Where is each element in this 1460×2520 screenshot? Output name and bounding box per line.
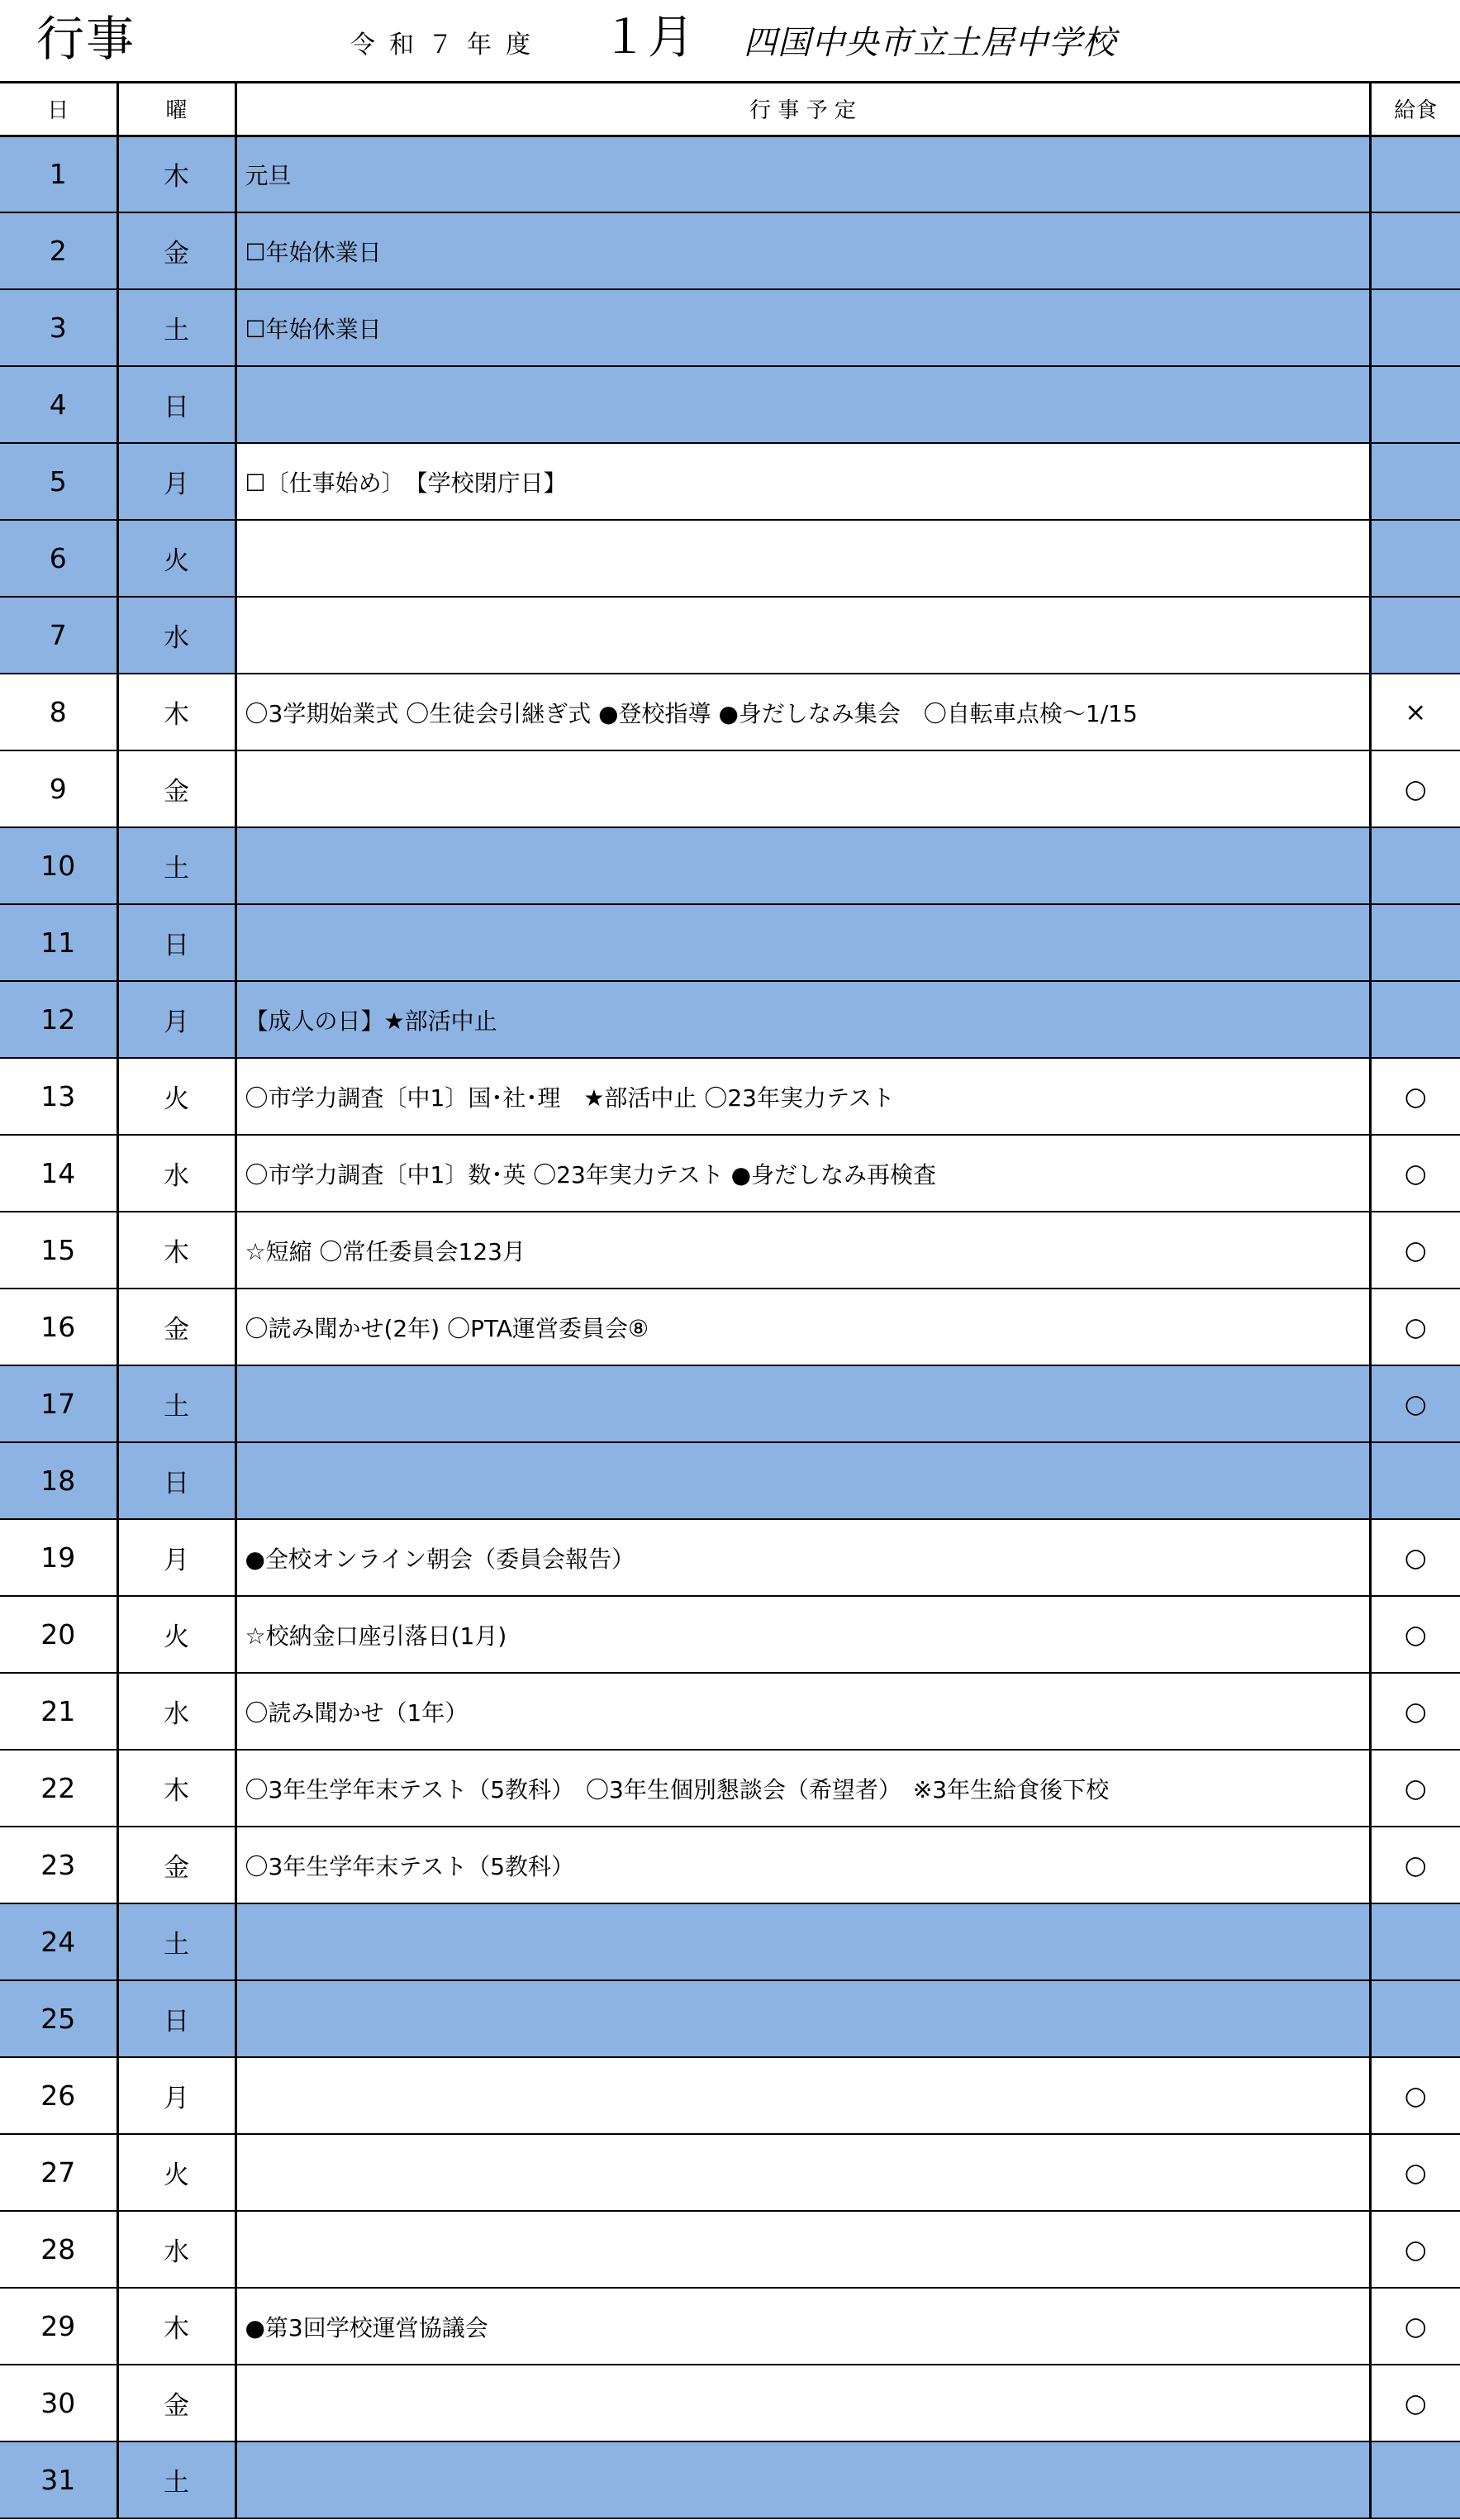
weekday-cell: 火 <box>117 2134 235 2211</box>
event-cell: 〇3年生学年末テスト（5教科） 〇3年生個別懇談会（希望者） ※3年生給食後下校 <box>235 1750 1370 1827</box>
weekday-cell: 木 <box>117 1750 235 1827</box>
event-cell: 〇市学力調査〔中1〕数･英 〇23年実力テスト ●身だしなみ再検査 <box>235 1135 1370 1212</box>
day-cell: 5 <box>0 443 117 520</box>
table-row <box>0 520 1460 597</box>
lunch-cell <box>1370 827 1460 904</box>
event-cell <box>235 597 1370 674</box>
lunch-cell <box>1370 1903 1460 1980</box>
event-cell: 元旦 <box>235 136 1370 212</box>
day-cell: 27 <box>0 2134 117 2211</box>
weekday-cell: 土 <box>117 2441 235 2518</box>
event-cell <box>235 2211 1370 2288</box>
lunch-cell: ○ <box>1370 2365 1460 2441</box>
day-cell: 11 <box>0 904 117 981</box>
weekday-cell: 金 <box>117 750 235 827</box>
day-cell: 29 <box>0 2288 117 2365</box>
weekday-cell: 水 <box>117 2211 235 2288</box>
weekday-cell: 木 <box>117 136 235 212</box>
event-cell <box>235 1980 1370 2057</box>
day-cell: 15 <box>0 1212 117 1289</box>
table-row <box>0 1596 1460 1673</box>
lunch-cell <box>1370 981 1460 1058</box>
table-row <box>0 1980 1460 2057</box>
day-cell: 24 <box>0 1903 117 1980</box>
weekday-cell: 金 <box>117 212 235 289</box>
table-row <box>0 2211 1460 2288</box>
weekday-cell: 月 <box>117 2057 235 2134</box>
lunch-cell: ○ <box>1370 2134 1460 2211</box>
event-cell: ●第3回学校運営協議会 <box>235 2288 1370 2365</box>
day-cell: 13 <box>0 1058 117 1135</box>
weekday-cell: 火 <box>117 1058 235 1135</box>
lunch-cell <box>1370 520 1460 597</box>
weekday-cell: 月 <box>117 981 235 1058</box>
weekday-cell: 土 <box>117 1903 235 1980</box>
page-header <box>0 0 1460 83</box>
weekday-cell: 水 <box>117 1673 235 1750</box>
lunch-cell <box>1370 1980 1460 2057</box>
day-cell: 31 <box>0 2441 117 2518</box>
event-cell <box>235 2441 1370 2518</box>
day-cell: 10 <box>0 827 117 904</box>
event-cell <box>235 1365 1370 1442</box>
event-cell: ☐年始休業日 <box>235 212 1370 289</box>
day-cell: 25 <box>0 1980 117 2057</box>
event-cell <box>235 2365 1370 2441</box>
table-row <box>0 2134 1460 2211</box>
day-cell: 6 <box>0 520 117 597</box>
table-row <box>0 366 1460 443</box>
table-row <box>0 2288 1460 2365</box>
day-cell: 28 <box>0 2211 117 2288</box>
day-cell: 7 <box>0 597 117 674</box>
weekday-cell: 金 <box>117 2365 235 2441</box>
table-row <box>0 750 1460 827</box>
weekday-cell: 月 <box>117 443 235 520</box>
table-row <box>0 597 1460 674</box>
day-cell: 23 <box>0 1827 117 1903</box>
day-cell: 4 <box>0 366 117 443</box>
lunch-cell <box>1370 2441 1460 2518</box>
table-row <box>0 1212 1460 1289</box>
weekday-cell: 火 <box>117 520 235 597</box>
day-cell: 17 <box>0 1365 117 1442</box>
day-cell: 1 <box>0 136 117 212</box>
lunch-cell: ○ <box>1370 2288 1460 2365</box>
table-row <box>0 1365 1460 1442</box>
lunch-cell <box>1370 136 1460 212</box>
table-row <box>0 904 1460 981</box>
event-cell <box>235 2057 1370 2134</box>
table-row <box>0 674 1460 750</box>
event-cell <box>235 750 1370 827</box>
event-cell: 【成人の日】★部活中止 <box>235 981 1370 1058</box>
lunch-cell: ○ <box>1370 1519 1460 1596</box>
lunch-cell <box>1370 212 1460 289</box>
day-cell: 20 <box>0 1596 117 1673</box>
table-row <box>0 1289 1460 1365</box>
weekday-cell: 土 <box>117 289 235 366</box>
event-cell: ☐〔仕事始め〕 【学校閉庁日】 <box>235 443 1370 520</box>
day-cell: 14 <box>0 1135 117 1212</box>
event-cell <box>235 1442 1370 1519</box>
weekday-cell: 火 <box>117 1596 235 1673</box>
weekday-cell: 木 <box>117 1212 235 1289</box>
lunch-cell <box>1370 904 1460 981</box>
school-name: 四国中央市立土居中学校 <box>744 24 1116 62</box>
weekday-cell: 水 <box>117 597 235 674</box>
event-cell: 〇市学力調査〔中1〕国･社･理 ★部活中止 〇23年実力テスト <box>235 1058 1370 1135</box>
lunch-cell: ○ <box>1370 1673 1460 1750</box>
event-cell: 〇3年生学年末テスト（5教科） <box>235 1827 1370 1903</box>
day-cell: 2 <box>0 212 117 289</box>
lunch-cell: ○ <box>1370 2057 1460 2134</box>
event-cell: 〇読み聞かせ(2年) 〇PTA運営委員会⑧ <box>235 1289 1370 1365</box>
weekday-cell: 日 <box>117 904 235 981</box>
table-header-row <box>0 83 1460 136</box>
day-cell: 21 <box>0 1673 117 1750</box>
table-row <box>0 1750 1460 1827</box>
event-cell <box>235 827 1370 904</box>
event-cell: 〇読み聞かせ（1年） <box>235 1673 1370 1750</box>
table-row <box>0 1903 1460 1980</box>
lunch-cell <box>1370 597 1460 674</box>
table-body <box>0 136 1460 2518</box>
lunch-cell <box>1370 289 1460 366</box>
event-cell: ☐年始休業日 <box>235 289 1370 366</box>
schedule-table <box>0 83 1460 2519</box>
lunch-cell: ○ <box>1370 750 1460 827</box>
table-row <box>0 981 1460 1058</box>
event-cell: ☆短縮 〇常任委員会123月 <box>235 1212 1370 1289</box>
day-cell: 3 <box>0 289 117 366</box>
page-title: 行事 <box>36 11 136 67</box>
day-cell: 22 <box>0 1750 117 1827</box>
column-header-dow: 曜 <box>117 83 235 136</box>
lunch-cell: ○ <box>1370 1289 1460 1365</box>
weekday-cell: 金 <box>117 1289 235 1365</box>
event-cell: ●全校オンライン朝会（委員会報告） <box>235 1519 1370 1596</box>
event-cell: ☆校納金口座引落日(1月) <box>235 1596 1370 1673</box>
day-cell: 9 <box>0 750 117 827</box>
table-row <box>0 1673 1460 1750</box>
column-header-meal: 給食 <box>1370 83 1460 136</box>
weekday-cell: 土 <box>117 827 235 904</box>
table-row <box>0 2365 1460 2441</box>
lunch-cell: ○ <box>1370 1596 1460 1673</box>
column-header-day: 日 <box>0 83 117 136</box>
lunch-cell <box>1370 366 1460 443</box>
day-cell: 12 <box>0 981 117 1058</box>
table-row <box>0 1827 1460 1903</box>
lunch-cell: ○ <box>1370 1750 1460 1827</box>
day-cell: 18 <box>0 1442 117 1519</box>
lunch-cell <box>1370 443 1460 520</box>
weekday-cell: 土 <box>117 1365 235 1442</box>
column-header-event: 行 事 予 定 <box>235 83 1370 136</box>
table-row <box>0 136 1460 212</box>
weekday-cell: 日 <box>117 366 235 443</box>
era-year: 令和７年度 <box>350 31 545 60</box>
table-row <box>0 1135 1460 1212</box>
weekday-cell: 木 <box>117 674 235 750</box>
table-row <box>0 2057 1460 2134</box>
event-cell <box>235 2134 1370 2211</box>
day-cell: 26 <box>0 2057 117 2134</box>
lunch-cell: ○ <box>1370 1135 1460 1212</box>
weekday-cell: 水 <box>117 1135 235 1212</box>
weekday-cell: 金 <box>117 1827 235 1903</box>
day-cell: 30 <box>0 2365 117 2441</box>
day-cell: 8 <box>0 674 117 750</box>
lunch-cell: ○ <box>1370 1212 1460 1289</box>
weekday-cell: 木 <box>117 2288 235 2365</box>
event-cell <box>235 520 1370 597</box>
lunch-cell: ○ <box>1370 2211 1460 2288</box>
lunch-cell: ○ <box>1370 1365 1460 1442</box>
table-row <box>0 443 1460 520</box>
day-cell: 16 <box>0 1289 117 1365</box>
lunch-cell: × <box>1370 674 1460 750</box>
table-row <box>0 1442 1460 1519</box>
table-row <box>0 212 1460 289</box>
month-label: １月 <box>602 11 694 64</box>
table-row <box>0 2441 1460 2518</box>
lunch-cell: ○ <box>1370 1827 1460 1903</box>
table-row <box>0 1058 1460 1135</box>
event-cell <box>235 904 1370 981</box>
table-row <box>0 827 1460 904</box>
table-row <box>0 289 1460 366</box>
event-cell <box>235 366 1370 443</box>
lunch-cell <box>1370 1442 1460 1519</box>
weekday-cell: 日 <box>117 1980 235 2057</box>
event-cell <box>235 1903 1370 1980</box>
day-cell: 19 <box>0 1519 117 1596</box>
weekday-cell: 月 <box>117 1519 235 1596</box>
lunch-cell: ○ <box>1370 1058 1460 1135</box>
table-row <box>0 1519 1460 1596</box>
weekday-cell: 日 <box>117 1442 235 1519</box>
event-cell: 〇3学期始業式 〇生徒会引継ぎ式 ●登校指導 ●身だしなみ集会 〇自転車点検～1/15 <box>235 674 1370 750</box>
